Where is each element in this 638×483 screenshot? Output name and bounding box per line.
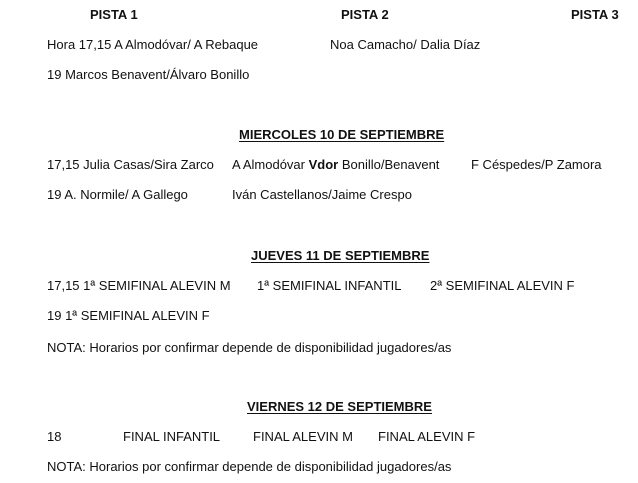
pista-3-header: PISTA 3	[571, 7, 619, 22]
viernes-nota: NOTA: Horarios por confirmar depende de disponibilidad jugadores/as	[47, 459, 452, 474]
viernes-title: VIERNES 12 DE SEPTIEMBRE	[247, 399, 432, 414]
vdor-label: Vdor	[308, 157, 339, 172]
viernes-row1-pista1: FINAL INFANTIL	[123, 429, 221, 444]
miercoles-title: MIERCOLES 10 DE SEPTIEMBRE	[239, 127, 445, 142]
pista-2-header: PISTA 2	[341, 7, 389, 22]
miercoles-row1-pista3: F Céspedes/P Zamora	[471, 157, 602, 172]
miercoles-row1-pista2	[232, 157, 439, 173]
jueves-row1-pista2: 1ª SEMIFINAL INFANTIL	[257, 278, 402, 293]
miercoles-row1-pista2-a: A Almodóvar	[232, 157, 309, 172]
miercoles-row2-pista2: Iván Castellanos/Jaime Crespo	[232, 187, 412, 202]
intro-row1-pista2: Noa Camacho/ Dalia Díaz	[330, 37, 481, 52]
viernes-row1-pista3: FINAL ALEVIN F	[378, 429, 476, 444]
jueves-title: JUEVES 11 DE SEPTIEMBRE	[251, 248, 430, 263]
jueves-row1-pista3: 2ª SEMIFINAL ALEVIN F	[430, 278, 575, 293]
intro-row1-pista1: Hora 17,15 A Almodóvar/ A Rebaque	[47, 37, 259, 52]
jueves-nota: NOTA: Horarios por confirmar depende de disponibilidad jugadores/as	[47, 340, 452, 355]
miercoles-row1-pista1: 17,15 Julia Casas/Sira Zarco	[47, 157, 214, 172]
intro-row2-pista1: 19 Marcos Benavent/Álvaro Bonillo	[47, 67, 250, 82]
miercoles-row2-pista1: 19 A. Normile/ A Gallego	[47, 187, 188, 202]
jueves-row2-pista1: 19 1ª SEMIFINAL ALEVIN F	[47, 308, 210, 323]
pista-1-header: PISTA 1	[90, 7, 138, 22]
viernes-row1-pista2: FINAL ALEVIN M	[253, 429, 353, 444]
jueves-row1-pista1: 17,15 1ª SEMIFINAL ALEVIN M	[47, 278, 231, 293]
miercoles-row1-pista2-c: Bonillo/Benavent	[338, 157, 440, 172]
viernes-row1-hora: 18	[47, 429, 62, 444]
